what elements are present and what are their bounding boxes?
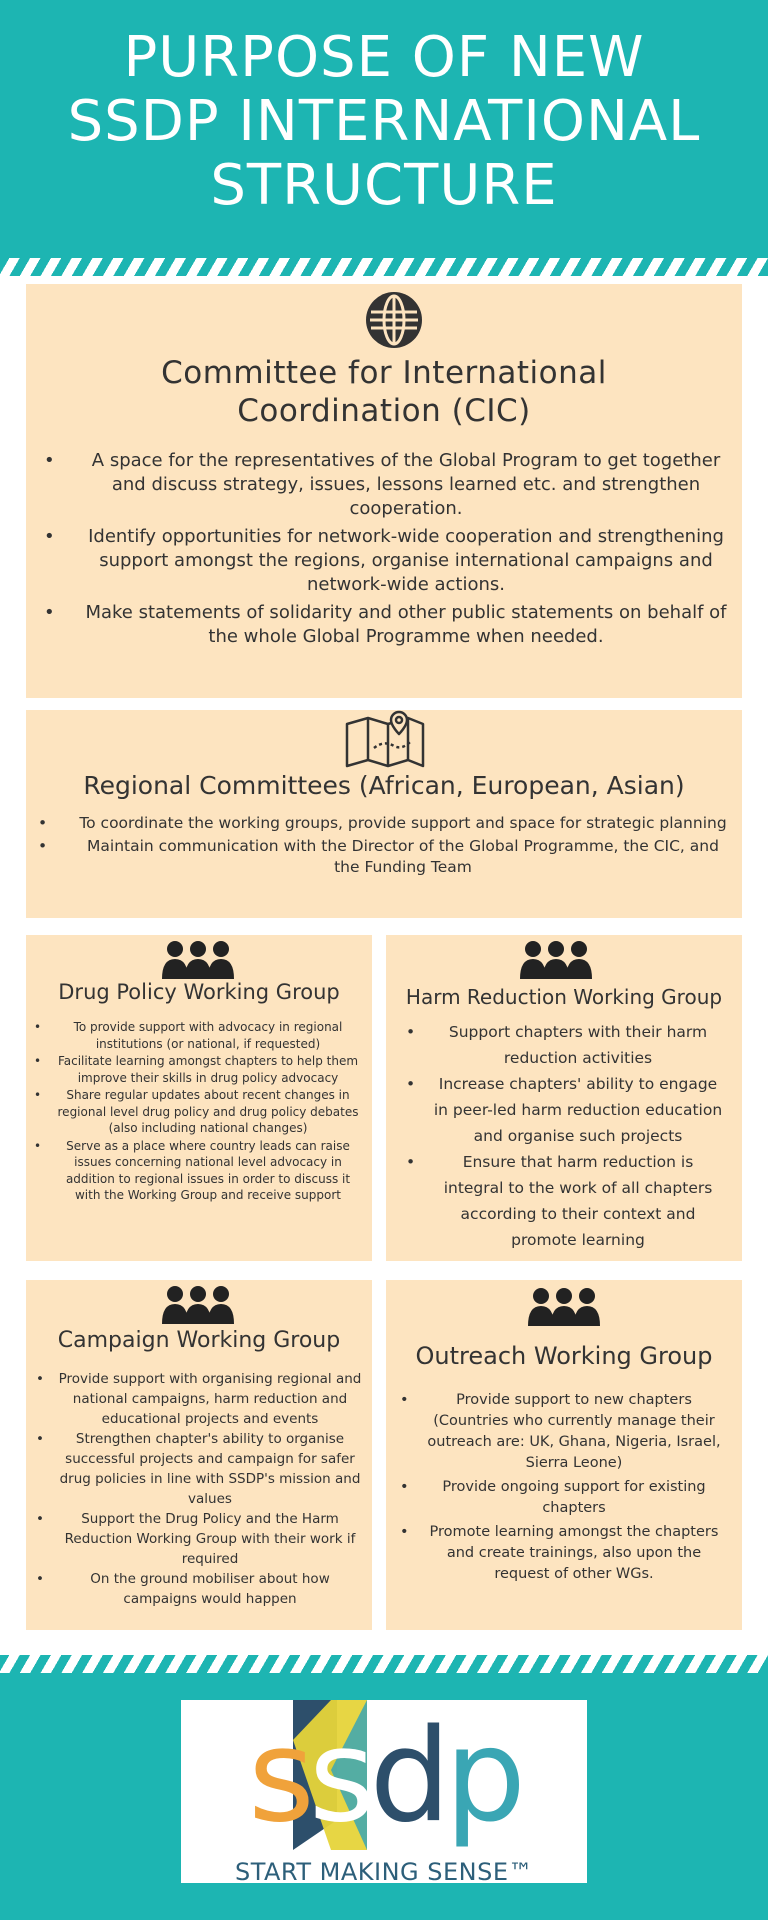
cic-panel bbox=[26, 284, 742, 698]
cic-bullet-list bbox=[44, 449, 728, 649]
campaign-title: Campaign Working Group bbox=[57, 1328, 341, 1353]
regional-bullet-2: • Maintain communication with the Director of the Global Programme, the CIC, and the Funding Team bbox=[38, 836, 734, 878]
regional-panel bbox=[26, 710, 742, 918]
title-line-3: STRUCTURE bbox=[210, 153, 558, 218]
logo-card bbox=[181, 1700, 587, 1883]
logo-tagline: START MAKING SENSE™ bbox=[234, 1858, 534, 1886]
cic-title-line-2: Coordination (CIC) bbox=[237, 393, 531, 429]
campaign-bullet-1: • Provide support with organising regional and national campaigns, harm reduction and educational projects and events bbox=[36, 1369, 364, 1429]
title-line-2: SSDP INTERNATIONAL bbox=[67, 89, 701, 154]
outreach-bullet-1: • Provide support to new chapters (Countries who currently manage their outreach are: UK, Ghana, Nigeria, Israel, Sierra Leone) bbox=[400, 1390, 726, 1474]
regional-title: Regional Committees (African, European, Asian) bbox=[83, 771, 685, 800]
cic-bullet-1: • A space for the representatives of the Global Program to get together and discuss strategy, issues, lessons learned etc. and strengthen cooperation. bbox=[44, 449, 728, 521]
people-group-icon bbox=[160, 939, 236, 983]
drug-policy-bullet-list bbox=[34, 1019, 364, 1204]
campaign-bullet-list bbox=[36, 1369, 364, 1609]
map-pin-icon bbox=[344, 710, 426, 770]
harm-reduction-bullet-2: • Increase chapters' ability to engage in peer-led harm reduction education and organise such projects bbox=[406, 1071, 724, 1149]
outreach-title: Outreach Working Group bbox=[415, 1342, 713, 1370]
campaign-bullet-2: • Strengthen chapter's ability to organise successful projects and campaign for safer drug policies in line with SSDP's mission and values bbox=[36, 1429, 364, 1509]
drug-policy-bullet-4: • Serve as a place where country leads can raise issues concerning national level advocacy in addition to regional issues in order to discuss it with the Working Group and receive support bbox=[34, 1138, 364, 1204]
regional-bullet-1: • To coordinate the working groups, provide support and space for strategic planning bbox=[38, 813, 734, 834]
campaign-panel bbox=[26, 1280, 372, 1630]
outreach-bullet-3: • Promote learning amongst the chapters and create trainings, also upon the request of other WGs. bbox=[400, 1522, 726, 1585]
people-group-icon bbox=[526, 1286, 602, 1330]
harm-reduction-title: Harm Reduction Working Group bbox=[405, 985, 723, 1009]
cic-title-line-1: Committee for International bbox=[161, 355, 607, 391]
drug-policy-title: Drug Policy Working Group bbox=[58, 980, 340, 1004]
outreach-bullet-2: • Provide ongoing support for existing chapters bbox=[400, 1477, 726, 1519]
logo-wordmark: ssdp bbox=[248, 1702, 520, 1851]
drug-policy-bullet-1: • To provide support with advocacy in regional institutions (or national, if requested) bbox=[34, 1019, 364, 1052]
harm-reduction-panel bbox=[386, 935, 742, 1261]
title-line-1: PURPOSE OF NEW bbox=[123, 25, 645, 90]
cic-title bbox=[26, 354, 742, 430]
outreach-bullet-list bbox=[400, 1390, 726, 1585]
people-group-icon bbox=[518, 939, 594, 983]
cic-bullet-3: • Make statements of solidarity and other public statements on behalf of the whole Global Programme when needed. bbox=[44, 601, 728, 649]
top-stripe-divider bbox=[0, 258, 768, 276]
regional-bullet-list bbox=[38, 813, 734, 878]
page-title bbox=[0, 26, 768, 218]
outreach-panel bbox=[386, 1280, 742, 1630]
ssdp-logo bbox=[181, 1700, 587, 1883]
drug-policy-bullet-3: • Share regular updates about recent changes in regional level drug policy and drug policy debates (also including national changes) bbox=[34, 1087, 364, 1137]
globe-icon bbox=[363, 289, 425, 351]
drug-policy-panel bbox=[26, 935, 372, 1261]
harm-reduction-bullet-1: • Support chapters with their harm reduction activities bbox=[406, 1019, 724, 1071]
bottom-stripe-divider bbox=[0, 1655, 768, 1673]
harm-reduction-bullet-list bbox=[406, 1019, 724, 1253]
cic-bullet-2: • Identify opportunities for network-wide cooperation and strengthening support amongst the regions, organise international campaigns and network-wide actions. bbox=[44, 525, 728, 597]
header-banner bbox=[0, 0, 768, 258]
harm-reduction-bullet-3: • Ensure that harm reduction is integral to the work of all chapters according to their context and promote learning bbox=[406, 1149, 724, 1253]
drug-policy-bullet-2: • Facilitate learning amongst chapters to help them improve their skills in drug policy advocacy bbox=[34, 1053, 364, 1086]
campaign-bullet-4: • On the ground mobiliser about how campaigns would happen bbox=[36, 1569, 364, 1609]
people-group-icon bbox=[160, 1284, 236, 1328]
campaign-bullet-3: • Support the Drug Policy and the Harm Reduction Working Group with their work if required bbox=[36, 1509, 364, 1569]
